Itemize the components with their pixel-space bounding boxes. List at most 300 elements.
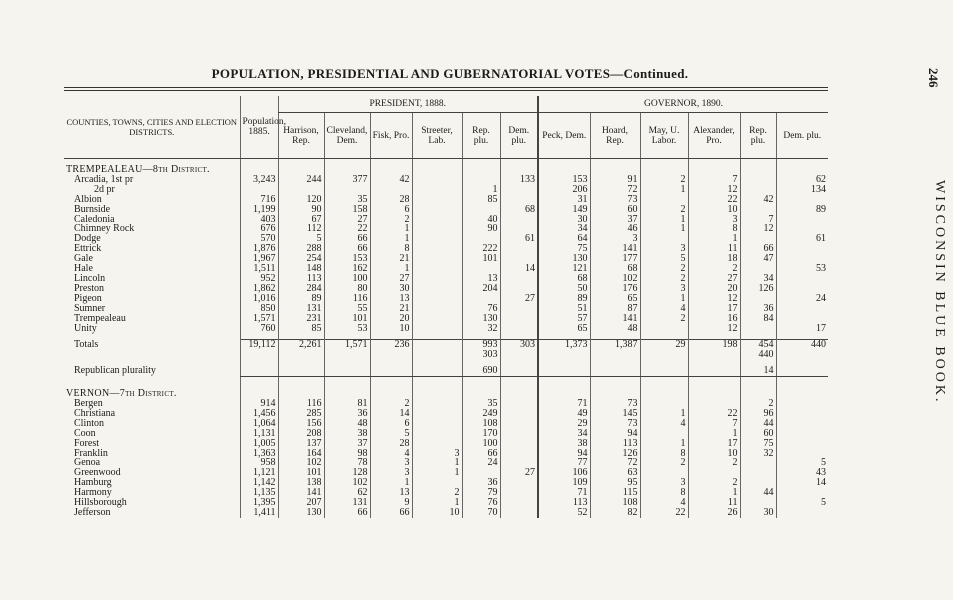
cell: 65 <box>590 294 640 304</box>
cell: 94 <box>538 449 590 459</box>
table-row <box>64 429 828 439</box>
cell: 1,121 <box>240 468 278 478</box>
row-label: Pigeon <box>74 292 102 304</box>
cell: 72 <box>590 185 640 195</box>
row-label: Coon <box>74 427 96 439</box>
cell: 46 <box>590 224 640 234</box>
totals-row <box>64 340 828 350</box>
cell: 2 <box>370 399 412 409</box>
cell <box>412 340 462 350</box>
cell: 71 <box>538 488 590 498</box>
cell: 101 <box>324 314 370 324</box>
cell: 120 <box>278 195 324 205</box>
cell: 38 <box>324 429 370 439</box>
cell: 2,261 <box>278 340 324 350</box>
cell: 85 <box>278 324 324 334</box>
row-label: Caledonia <box>74 213 115 225</box>
cell: 81 <box>324 399 370 409</box>
cell: 34 <box>538 224 590 234</box>
cell <box>412 244 462 254</box>
cell <box>324 366 370 376</box>
cell: 850 <box>240 304 278 314</box>
cell: 1,131 <box>240 429 278 439</box>
cell: 66 <box>740 244 776 254</box>
cell: 24 <box>776 294 828 304</box>
cell: 3 <box>590 234 640 244</box>
cell <box>500 409 538 419</box>
cell: 1 <box>640 409 688 419</box>
cell: 89 <box>538 294 590 304</box>
cell: 68 <box>590 264 640 274</box>
cell: 3,243 <box>240 175 278 185</box>
cell: 1 <box>688 488 740 498</box>
cell: 47 <box>740 254 776 264</box>
cell: 113 <box>278 274 324 284</box>
cell: 11 <box>688 498 740 508</box>
cell: 2 <box>640 264 688 274</box>
population-header: Population, 1885. <box>240 96 278 159</box>
cell: 84 <box>740 314 776 324</box>
cell <box>538 366 590 376</box>
row-label: Burnside <box>74 203 111 215</box>
cell: 52 <box>538 508 590 518</box>
empty-cell <box>462 165 500 175</box>
row-label: Bergen <box>74 398 103 410</box>
cell: 1,967 <box>240 254 278 264</box>
cell: 2 <box>688 478 740 488</box>
cell: 38 <box>538 439 590 449</box>
cell: 254 <box>278 254 324 264</box>
cell: 73 <box>590 419 640 429</box>
cell <box>500 449 538 459</box>
cell: 115 <box>590 488 640 498</box>
section-heading: TREMPEALEAU—8th District. <box>66 164 210 175</box>
cell: 29 <box>640 340 688 350</box>
cell: 44 <box>740 488 776 498</box>
cell <box>412 366 462 376</box>
cell: 10 <box>688 205 740 215</box>
cell: 101 <box>278 468 324 478</box>
cell: 126 <box>740 284 776 294</box>
cell: 208 <box>278 429 324 439</box>
alexander-header: Alexander, Pro. <box>688 113 740 159</box>
table-row <box>64 274 828 284</box>
cell: 288 <box>278 244 324 254</box>
cell <box>740 175 776 185</box>
cell <box>412 274 462 284</box>
cell: 952 <box>240 274 278 284</box>
cell <box>500 439 538 449</box>
cell: 102 <box>590 274 640 284</box>
cell: 236 <box>370 340 412 350</box>
cell: 12 <box>688 185 740 195</box>
cell: 77 <box>538 458 590 468</box>
cell: 993 <box>462 340 500 350</box>
cell: 3 <box>640 244 688 254</box>
section-heading-row <box>64 165 828 175</box>
cell: 27 <box>688 274 740 284</box>
table-row <box>64 409 828 419</box>
cell: 89 <box>776 205 828 215</box>
cell: 53 <box>324 324 370 334</box>
cell <box>500 399 538 409</box>
header-rule-double <box>64 90 828 91</box>
cell: 40 <box>462 215 500 225</box>
cell: 28 <box>370 439 412 449</box>
cell <box>500 498 538 508</box>
cell: 75 <box>740 439 776 449</box>
cell: 73 <box>590 195 640 205</box>
cell: 156 <box>278 419 324 429</box>
cell <box>412 429 462 439</box>
cell <box>776 429 828 439</box>
cell: 1,862 <box>240 284 278 294</box>
cell <box>240 350 278 360</box>
cell <box>412 284 462 294</box>
cell <box>740 324 776 334</box>
cell: 1,411 <box>240 508 278 518</box>
cell: 206 <box>538 185 590 195</box>
row-label: 2d pr <box>94 183 115 195</box>
cell: 2 <box>640 458 688 468</box>
cell: 6 <box>370 205 412 215</box>
cell: 61 <box>500 234 538 244</box>
cell <box>500 324 538 334</box>
table-row <box>64 439 828 449</box>
cell: 570 <box>240 234 278 244</box>
table-row <box>64 419 828 429</box>
cell <box>412 234 462 244</box>
cell: 102 <box>324 478 370 488</box>
cell: 64 <box>538 234 590 244</box>
cell <box>412 419 462 429</box>
cell: 284 <box>278 284 324 294</box>
cell: 75 <box>538 244 590 254</box>
cell: 1 <box>412 458 462 468</box>
cell: 10 <box>412 508 462 518</box>
cell: 1 <box>688 429 740 439</box>
table-row <box>64 294 828 304</box>
cell: 1 <box>370 264 412 274</box>
cell: 76 <box>462 498 500 508</box>
row-label: Christiana <box>74 407 116 419</box>
cell <box>412 350 462 360</box>
cell: 6 <box>370 419 412 429</box>
cell: 3 <box>640 478 688 488</box>
table-row <box>64 234 828 244</box>
cell: 109 <box>538 478 590 488</box>
cell: 1 <box>640 215 688 225</box>
row-label: Unity <box>74 322 97 334</box>
table-row <box>64 399 828 409</box>
cell <box>500 478 538 488</box>
cell: 141 <box>590 244 640 254</box>
cell: 60 <box>740 429 776 439</box>
row-label: Sumner <box>74 302 106 314</box>
cell: 121 <box>538 264 590 274</box>
cell: 8 <box>370 244 412 254</box>
cell: 44 <box>740 419 776 429</box>
cell <box>324 350 370 360</box>
cell: 112 <box>278 224 324 234</box>
cell: 7 <box>740 215 776 225</box>
cell: 760 <box>240 324 278 334</box>
cell: 22 <box>688 195 740 205</box>
cell: 3 <box>640 284 688 294</box>
cell: 4 <box>640 304 688 314</box>
cell <box>640 350 688 360</box>
cell <box>538 350 590 360</box>
cell: 53 <box>776 264 828 274</box>
cell: 244 <box>278 175 324 185</box>
cell: 2 <box>688 458 740 468</box>
cell <box>500 429 538 439</box>
cell: 61 <box>776 234 828 244</box>
cell: 37 <box>324 439 370 449</box>
cell: 8 <box>640 488 688 498</box>
cell <box>776 399 828 409</box>
cell: 17 <box>688 439 740 449</box>
cell: 28 <box>370 195 412 205</box>
cell: 95 <box>590 478 640 488</box>
cell: 2 <box>740 399 776 409</box>
cell <box>370 350 412 360</box>
cell: 676 <box>240 224 278 234</box>
cell: 78 <box>324 458 370 468</box>
table-row <box>64 175 828 185</box>
cell: 153 <box>324 254 370 264</box>
cell: 113 <box>538 498 590 508</box>
cell: 690 <box>462 366 500 376</box>
rep-plu-president-header: Rep. plu. <box>462 113 500 159</box>
cell: 60 <box>590 205 640 215</box>
cell: 1 <box>370 234 412 244</box>
cell: 1 <box>688 234 740 244</box>
cell: 30 <box>538 215 590 225</box>
cell: 1,387 <box>590 340 640 350</box>
cell: 43 <box>776 468 828 478</box>
cell <box>500 314 538 324</box>
row-label: Dodge <box>74 233 101 245</box>
cell: 1,135 <box>240 488 278 498</box>
cell: 128 <box>324 468 370 478</box>
cell: 131 <box>324 498 370 508</box>
cell: 914 <box>240 399 278 409</box>
cell: 13 <box>370 488 412 498</box>
cell <box>412 215 462 225</box>
governor-group-header: GOVERNOR, 1890. <box>538 96 828 113</box>
cell: 9 <box>370 498 412 508</box>
cell: 130 <box>462 314 500 324</box>
cell: 3 <box>688 215 740 225</box>
dem-plu-governor-header: Dem. plu. <box>776 113 828 159</box>
cell: 24 <box>462 458 500 468</box>
cell: 1,005 <box>240 439 278 449</box>
row-label: Preston <box>74 282 104 294</box>
cell: 17 <box>688 304 740 314</box>
cell <box>500 419 538 429</box>
cell: 1 <box>462 185 500 195</box>
cell: 62 <box>324 488 370 498</box>
cell: 1,395 <box>240 498 278 508</box>
cell: 31 <box>538 195 590 205</box>
cell: 4 <box>640 498 688 508</box>
cell: 82 <box>590 508 640 518</box>
table-row <box>64 478 828 488</box>
cell <box>500 304 538 314</box>
cell: 116 <box>324 294 370 304</box>
cell: 71 <box>538 399 590 409</box>
cell <box>412 314 462 324</box>
cell: 57 <box>538 314 590 324</box>
cell: 49 <box>538 409 590 419</box>
cell <box>412 254 462 264</box>
cell: 1,064 <box>240 419 278 429</box>
cell <box>688 366 740 376</box>
cell: 98 <box>324 449 370 459</box>
cell <box>776 508 828 518</box>
cell: 207 <box>278 498 324 508</box>
cell: 148 <box>278 264 324 274</box>
cell: 158 <box>324 205 370 215</box>
cell: 17 <box>776 324 828 334</box>
section-heading: VERNON—7th District. <box>66 388 177 400</box>
cell: 51 <box>538 304 590 314</box>
empty-cell <box>740 165 776 175</box>
cell <box>412 294 462 304</box>
row-label: Hale <box>74 263 93 275</box>
cell: 5 <box>776 498 828 508</box>
cell: 26 <box>688 508 740 518</box>
cell: 7 <box>688 175 740 185</box>
cell <box>590 350 640 360</box>
cell: 958 <box>240 458 278 468</box>
cell <box>412 205 462 215</box>
cell: 5 <box>640 254 688 264</box>
cell: 137 <box>278 439 324 449</box>
cell: 94 <box>590 429 640 439</box>
rep-plu-governor-header: Rep. plu. <box>740 113 776 159</box>
cell: 138 <box>278 478 324 488</box>
cell: 116 <box>278 399 324 409</box>
cell: 35 <box>324 195 370 205</box>
cell <box>412 399 462 409</box>
cell: 403 <box>240 215 278 225</box>
row-label <box>64 350 240 360</box>
cell: 63 <box>590 468 640 478</box>
row-label: Ettrick <box>74 243 102 255</box>
empty-cell <box>776 389 828 399</box>
empty-cell <box>688 389 740 399</box>
totals-secondary-row <box>64 350 828 360</box>
cell: 134 <box>776 185 828 195</box>
cell: 716 <box>240 195 278 205</box>
cell: 76 <box>462 304 500 314</box>
cell <box>412 324 462 334</box>
row-label: Gale <box>74 253 93 265</box>
cell: 91 <box>590 175 640 185</box>
row-label: Greenwood <box>74 467 121 479</box>
cell <box>278 366 324 376</box>
cell <box>590 366 640 376</box>
cell: 7 <box>688 419 740 429</box>
table-row <box>64 324 828 334</box>
cell: 149 <box>538 205 590 215</box>
cell: 454 <box>740 340 776 350</box>
table-row <box>64 185 828 195</box>
cell <box>740 458 776 468</box>
cell: 106 <box>538 468 590 478</box>
cell: 3 <box>412 449 462 459</box>
cell: 303 <box>462 350 500 360</box>
row-label: Albion <box>74 193 102 205</box>
cell: 1,016 <box>240 294 278 304</box>
cell: 12 <box>688 324 740 334</box>
cell <box>640 366 688 376</box>
cell: 1,142 <box>240 478 278 488</box>
row-label: Clinton <box>74 417 105 429</box>
empty-cell <box>500 389 538 399</box>
cell: 13 <box>370 294 412 304</box>
cell: 1 <box>640 224 688 234</box>
hoard-header: Hoard, Rep. <box>590 113 640 159</box>
cell: 1,571 <box>240 314 278 324</box>
cell: 18 <box>688 254 740 264</box>
cell: 73 <box>590 399 640 409</box>
cell: 66 <box>370 508 412 518</box>
cell: 1,571 <box>324 340 370 350</box>
cell: 14 <box>776 478 828 488</box>
row-label: Chimney Rock <box>74 223 135 235</box>
cell: 27 <box>370 274 412 284</box>
cell <box>240 366 278 376</box>
cell: 67 <box>278 215 324 225</box>
cell: 162 <box>324 264 370 274</box>
cell: 68 <box>500 205 538 215</box>
table-row <box>64 314 828 324</box>
president-group-header: PRESIDENT, 1888. <box>278 96 538 113</box>
cell: 14 <box>740 366 776 376</box>
cell: 72 <box>590 458 640 468</box>
cell <box>412 409 462 419</box>
cell: 5 <box>776 458 828 468</box>
cell: 30 <box>740 508 776 518</box>
cell: 303 <box>500 340 538 350</box>
cell: 130 <box>538 254 590 264</box>
cell: 10 <box>688 449 740 459</box>
cell: 108 <box>590 498 640 508</box>
cell: 101 <box>462 254 500 264</box>
dem-plu-president-header: Dem. plu. <box>500 113 538 159</box>
cell <box>500 185 538 195</box>
table-row <box>64 195 828 205</box>
cell: 1,199 <box>240 205 278 215</box>
cell <box>688 350 740 360</box>
cell: 90 <box>278 205 324 215</box>
cell: 1 <box>412 498 462 508</box>
cleveland-header: Cleveland, Dem. <box>324 113 370 159</box>
cell: 198 <box>688 340 740 350</box>
cell: 2 <box>640 314 688 324</box>
peck-header: Peck, Dem. <box>538 113 590 159</box>
table-row <box>64 458 828 468</box>
row-label: Franklin <box>74 447 108 459</box>
cell: 36 <box>462 478 500 488</box>
cell: 1,511 <box>240 264 278 274</box>
cell: 141 <box>278 488 324 498</box>
table-row <box>64 254 828 264</box>
table-row <box>64 205 828 215</box>
